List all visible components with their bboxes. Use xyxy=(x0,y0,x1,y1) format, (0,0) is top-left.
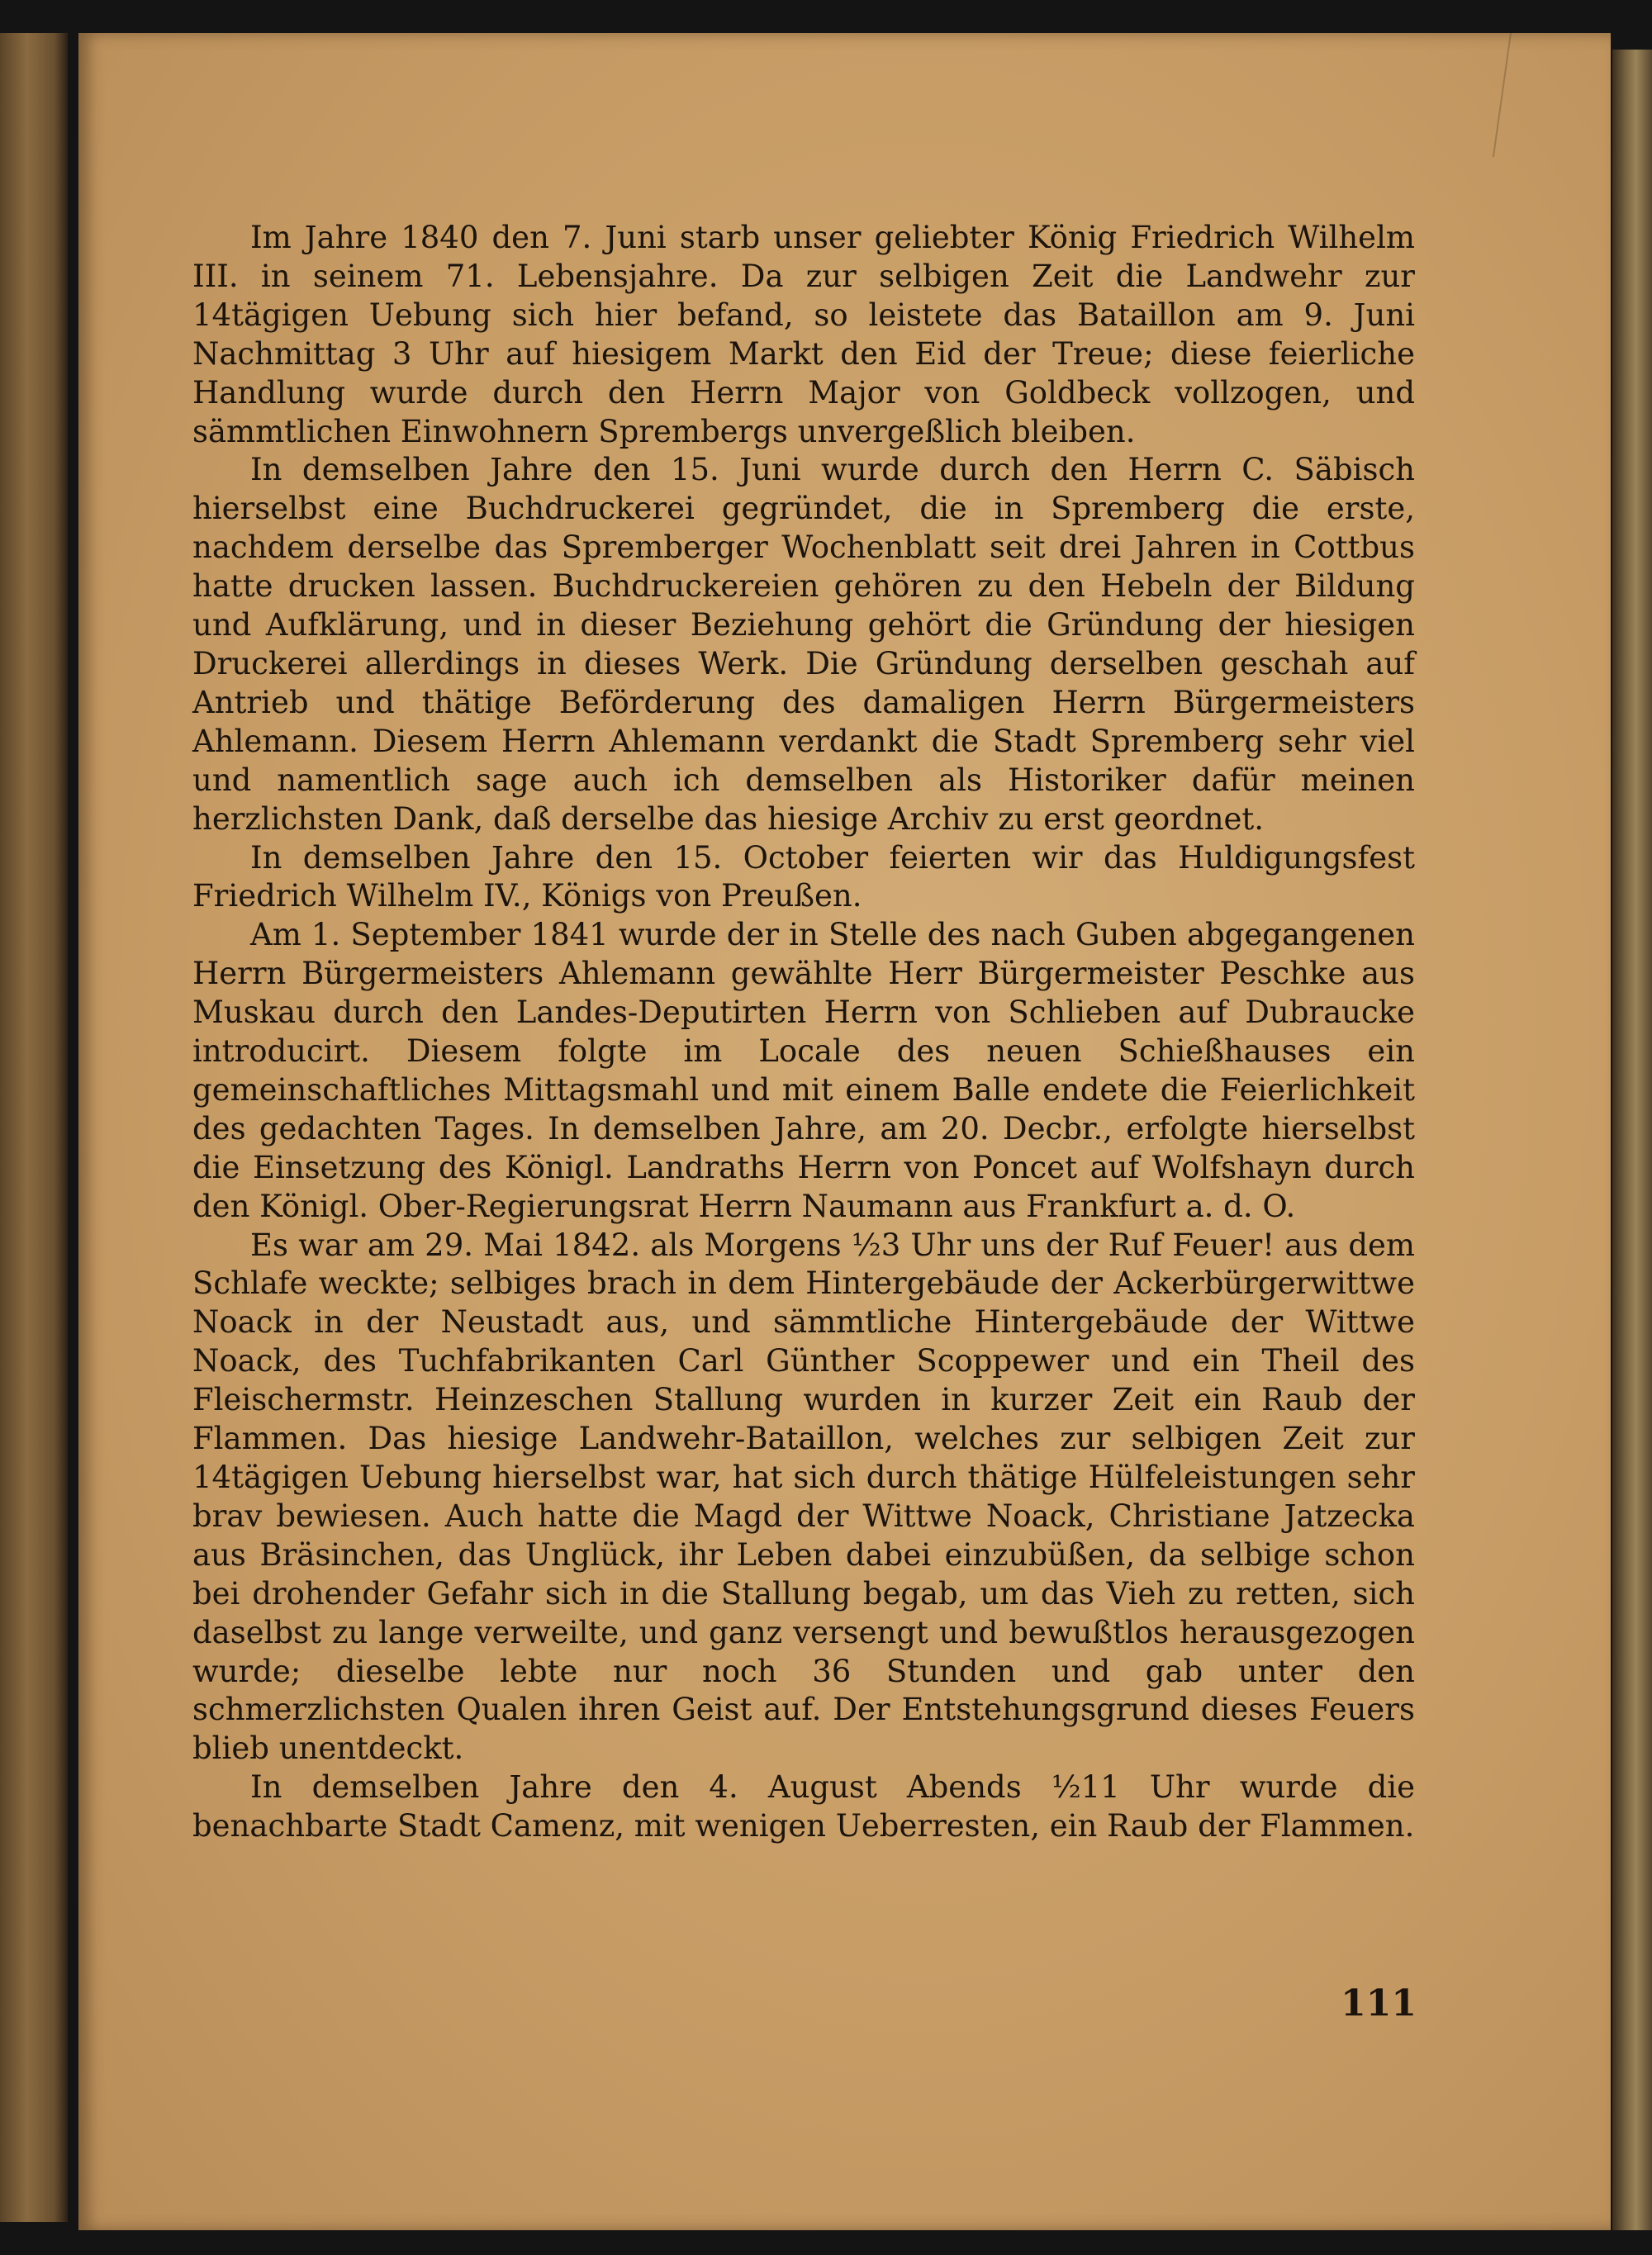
paragraph-1840-king-death: Im Jahre 1840 den 7. Juni starb unser geliebter König Friedrich Wilhelm III. in seinem 71. Lebensjahre. Da zur selbigen Zeit die Landwehr zur 14tägigen Uebung sich hier befand, so leistete das Bataillon am 9. Juni Nachmittag 3 Uhr auf hiesigem Markt den Eid der Treue; diese feierliche Handlung wurde durch den Herrn Major von Goldbeck vollzogen, und sämmtlichen Einwohnern Sprembergs unvergeßlich bleiben. xyxy=(192,220,1415,449)
book-page xyxy=(78,33,1611,2230)
paragraph-printing-house: In demselben Jahre den 15. Juni wurde durch den Herrn C. Säbisch hierselbst eine Buchdruckerei gegründet, die in Spremberg die erste, nachdem derselbe das Spremberger Wochenblatt seit drei Jahren in Cottbus hatte drucken lassen. Buchdruckereien gehören zu den Hebeln der Bildung und Aufklärung, und in dieser Beziehung gehört die Gründung der hiesigen Druckerei allerdings in dieses Werk. Die Gründung derselben geschah auf Antrieb und thätige Beförderung des damaligen Herrn Bürgermeisters Ahlemann. Diesem Herrn Ahlemann verdankt die Stadt Spremberg sehr viel und namentlich sage auch ich demselben als Historiker dafür meinen herzlichsten Dank, daß derselbe das hiesige Archiv zu erst geordnet. xyxy=(192,452,1415,837)
book-edge xyxy=(1612,50,1652,2230)
page-number: 111 xyxy=(1341,1982,1417,2025)
previous-page-edge xyxy=(0,33,68,2222)
paragraph-camenz-fire: In demselben Jahre den 4. August Abends ½11 Uhr wurde die benachbarte Stadt Camenz, mit wenigen Ueberresten, ein Raub der Flammen. xyxy=(192,1769,1415,1844)
paragraph-1842-fire: Es war am 29. Mai 1842. als Morgens ½3 Uhr uns der Ruf Feuer! aus dem Schlafe weckte; selbiges brach in dem Hintergebäude der Ackerbürgerwittwe Noack in der Neustadt aus, und sämmtliche Hintergebäude der Wittwe Noack, des Tuchfabrikanten Carl Günther Scoppewer und ein Theil des Fleischermstr. Heinzeschen Stallung wurden in kurzer Zeit ein Raub der Flammen. Das hiesige Landwehr-Bataillon, welches zur selbigen Zeit zur 14tägigen Uebung hierselbst war, hat sich durch thätige Hülfeleistungen sehr brav bewiesen. Auch hatte die Magd der Wittwe Noack, Christiane Jatzecka aus Bräsinchen, das Unglück, ihr Leben dabei einzubüßen, da selbige schon bei drohender Gefahr sich in die Stallung begab, um das Vieh zu retten, sich daselbst zu lange verweilte, und ganz versengt und bewußtlos herausgezogen wurde; dieselbe lebte nur noch 36 Stunden und gab unter den schmerzlichsten Qualen ihren Geist auf. Der Entstehungsgrund dieses Feuers blieb unentdeckt. xyxy=(192,1227,1415,1767)
body-text xyxy=(192,219,1415,1846)
paragraph-1841-mayor: Am 1. September 1841 wurde der in Stelle des nach Guben abgegangenen Herrn Bürgermeisters Ahlemann gewählte Herr Bürgermeister Peschke aus Muskau durch den Landes-Deputirten Herrn von Schlieben auf Dubraucke introducirt. Diesem folgte im Locale des neuen Schießhauses ein gemeinschaftliches Mittagsmahl und mit einem Balle endete die Feierlichkeit des gedachten Tages. In demselben Jahre, am 20. Decbr., erfolgte hierselbst die Einsetzung des Königl. Landraths Herrn von Poncet auf Wolfshayn durch den Königl. Ober-Regierungsrat Herrn Naumann aus Frankfurt a. d. O. xyxy=(192,917,1415,1224)
page-fold-crease xyxy=(1493,33,1611,157)
paragraph-homage-festival: In demselben Jahre den 15. October feierten wir das Huldigungsfest Friedrich Wilhelm IV., Königs von Preußen. xyxy=(192,839,1415,914)
